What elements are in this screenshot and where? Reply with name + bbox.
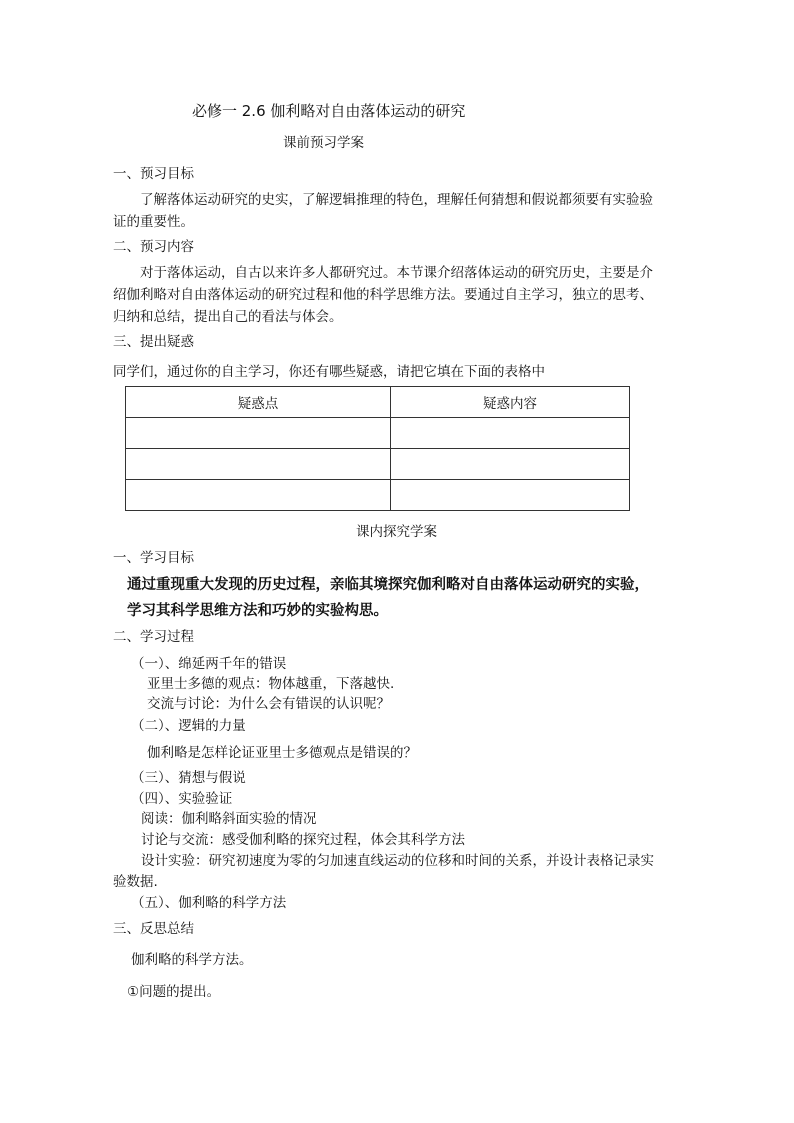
document-title: 必修一 2.6 伽利略对自由落体运动的研究 [192, 102, 466, 120]
process-part-1-discussion: 交流与讨论：为什么会有错误的认识呢？ [147, 696, 390, 712]
table-cell[interactable] [391, 449, 630, 480]
table-header-point: 疑惑点 [126, 387, 391, 418]
preview-content-line-1: 对于落体运动，自古以来许多人都研究过。本节课介绍落体运动的研究历史，主要是介 [140, 265, 653, 281]
learning-goal-line-1: 通过重现重大发现的历史过程，亲临其境探究伽利略对自由落体运动研究的实验， [127, 577, 649, 593]
process-part-4-discussion: 讨论与交流：感受伽利略的探究过程，体会其科学方法 [141, 832, 465, 848]
process-part-3: （三）、猜想与假说 [131, 770, 246, 786]
process-part-2: （二）、逻辑的力量 [131, 718, 246, 734]
preview-content-line-3: 归纳和总结，提出自己的看法与体会。 [113, 309, 343, 325]
table-header-row [126, 387, 630, 418]
reflection-line-1: 伽利略的科学方法。 [131, 952, 253, 968]
process-part-4: （四）、实验验证 [131, 791, 233, 807]
table-cell[interactable] [391, 418, 630, 449]
reflection-heading: 三、反思总结 [113, 921, 194, 937]
preview-goal-line-2: 证的重要性。 [113, 214, 194, 230]
learning-process-heading: 二、学习过程 [113, 629, 194, 645]
preview-content-line-2: 绍伽利略对自由落体运动的研究过程和他的科学思维方法。要通过自主学习，独立的思考、 [113, 287, 653, 303]
process-part-1-view: 亚里士多德的观点：物体越重，下落越快. [147, 676, 395, 692]
table-row [126, 449, 630, 480]
questions-table [125, 386, 630, 511]
process-part-2-question: 伽利略是怎样论证亚里士多德观点是错误的？ [147, 745, 417, 761]
inclass-section-title: 课内探究学案 [356, 524, 437, 540]
preview-section-title: 课前预习学案 [283, 135, 364, 151]
process-part-4-reading: 阅读：伽利略斜面实验的情况 [141, 811, 317, 827]
table-row [126, 480, 630, 511]
process-part-4-design-line-1: 设计实验：研究初速度为零的匀加速直线运动的位移和时间的关系，并设计表格记录实 [141, 853, 654, 869]
preview-goal-line-1: 了解落体运动研究的史实，了解逻辑推理的特色，理解任何猜想和假说都须要有实验验 [140, 192, 653, 208]
preview-goal-heading: 一、预习目标 [113, 166, 194, 182]
learning-goal-line-2: 学习其科学思维方法和巧妙的实验构思。 [127, 603, 388, 619]
process-part-1: （一）、绵延两千年的错误 [131, 656, 287, 672]
process-part-4-design-line-2: 验数据. [113, 874, 158, 890]
table-header-content: 疑惑内容 [391, 387, 630, 418]
process-part-5: （五）、伽利略的科学方法 [131, 895, 287, 911]
table-cell[interactable] [126, 418, 391, 449]
questions-heading: 三、提出疑惑 [113, 334, 194, 350]
table-row [126, 418, 630, 449]
table-cell[interactable] [126, 449, 391, 480]
table-cell[interactable] [391, 480, 630, 511]
table-cell[interactable] [126, 480, 391, 511]
preview-content-heading: 二、预习内容 [113, 239, 194, 255]
questions-instruction: 同学们，通过你的自主学习，你还有哪些疑惑，请把它填在下面的表格中 [113, 364, 545, 380]
learning-goal-heading: 一、学习目标 [113, 550, 194, 566]
reflection-line-2: ①问题的提出。 [127, 984, 221, 1000]
